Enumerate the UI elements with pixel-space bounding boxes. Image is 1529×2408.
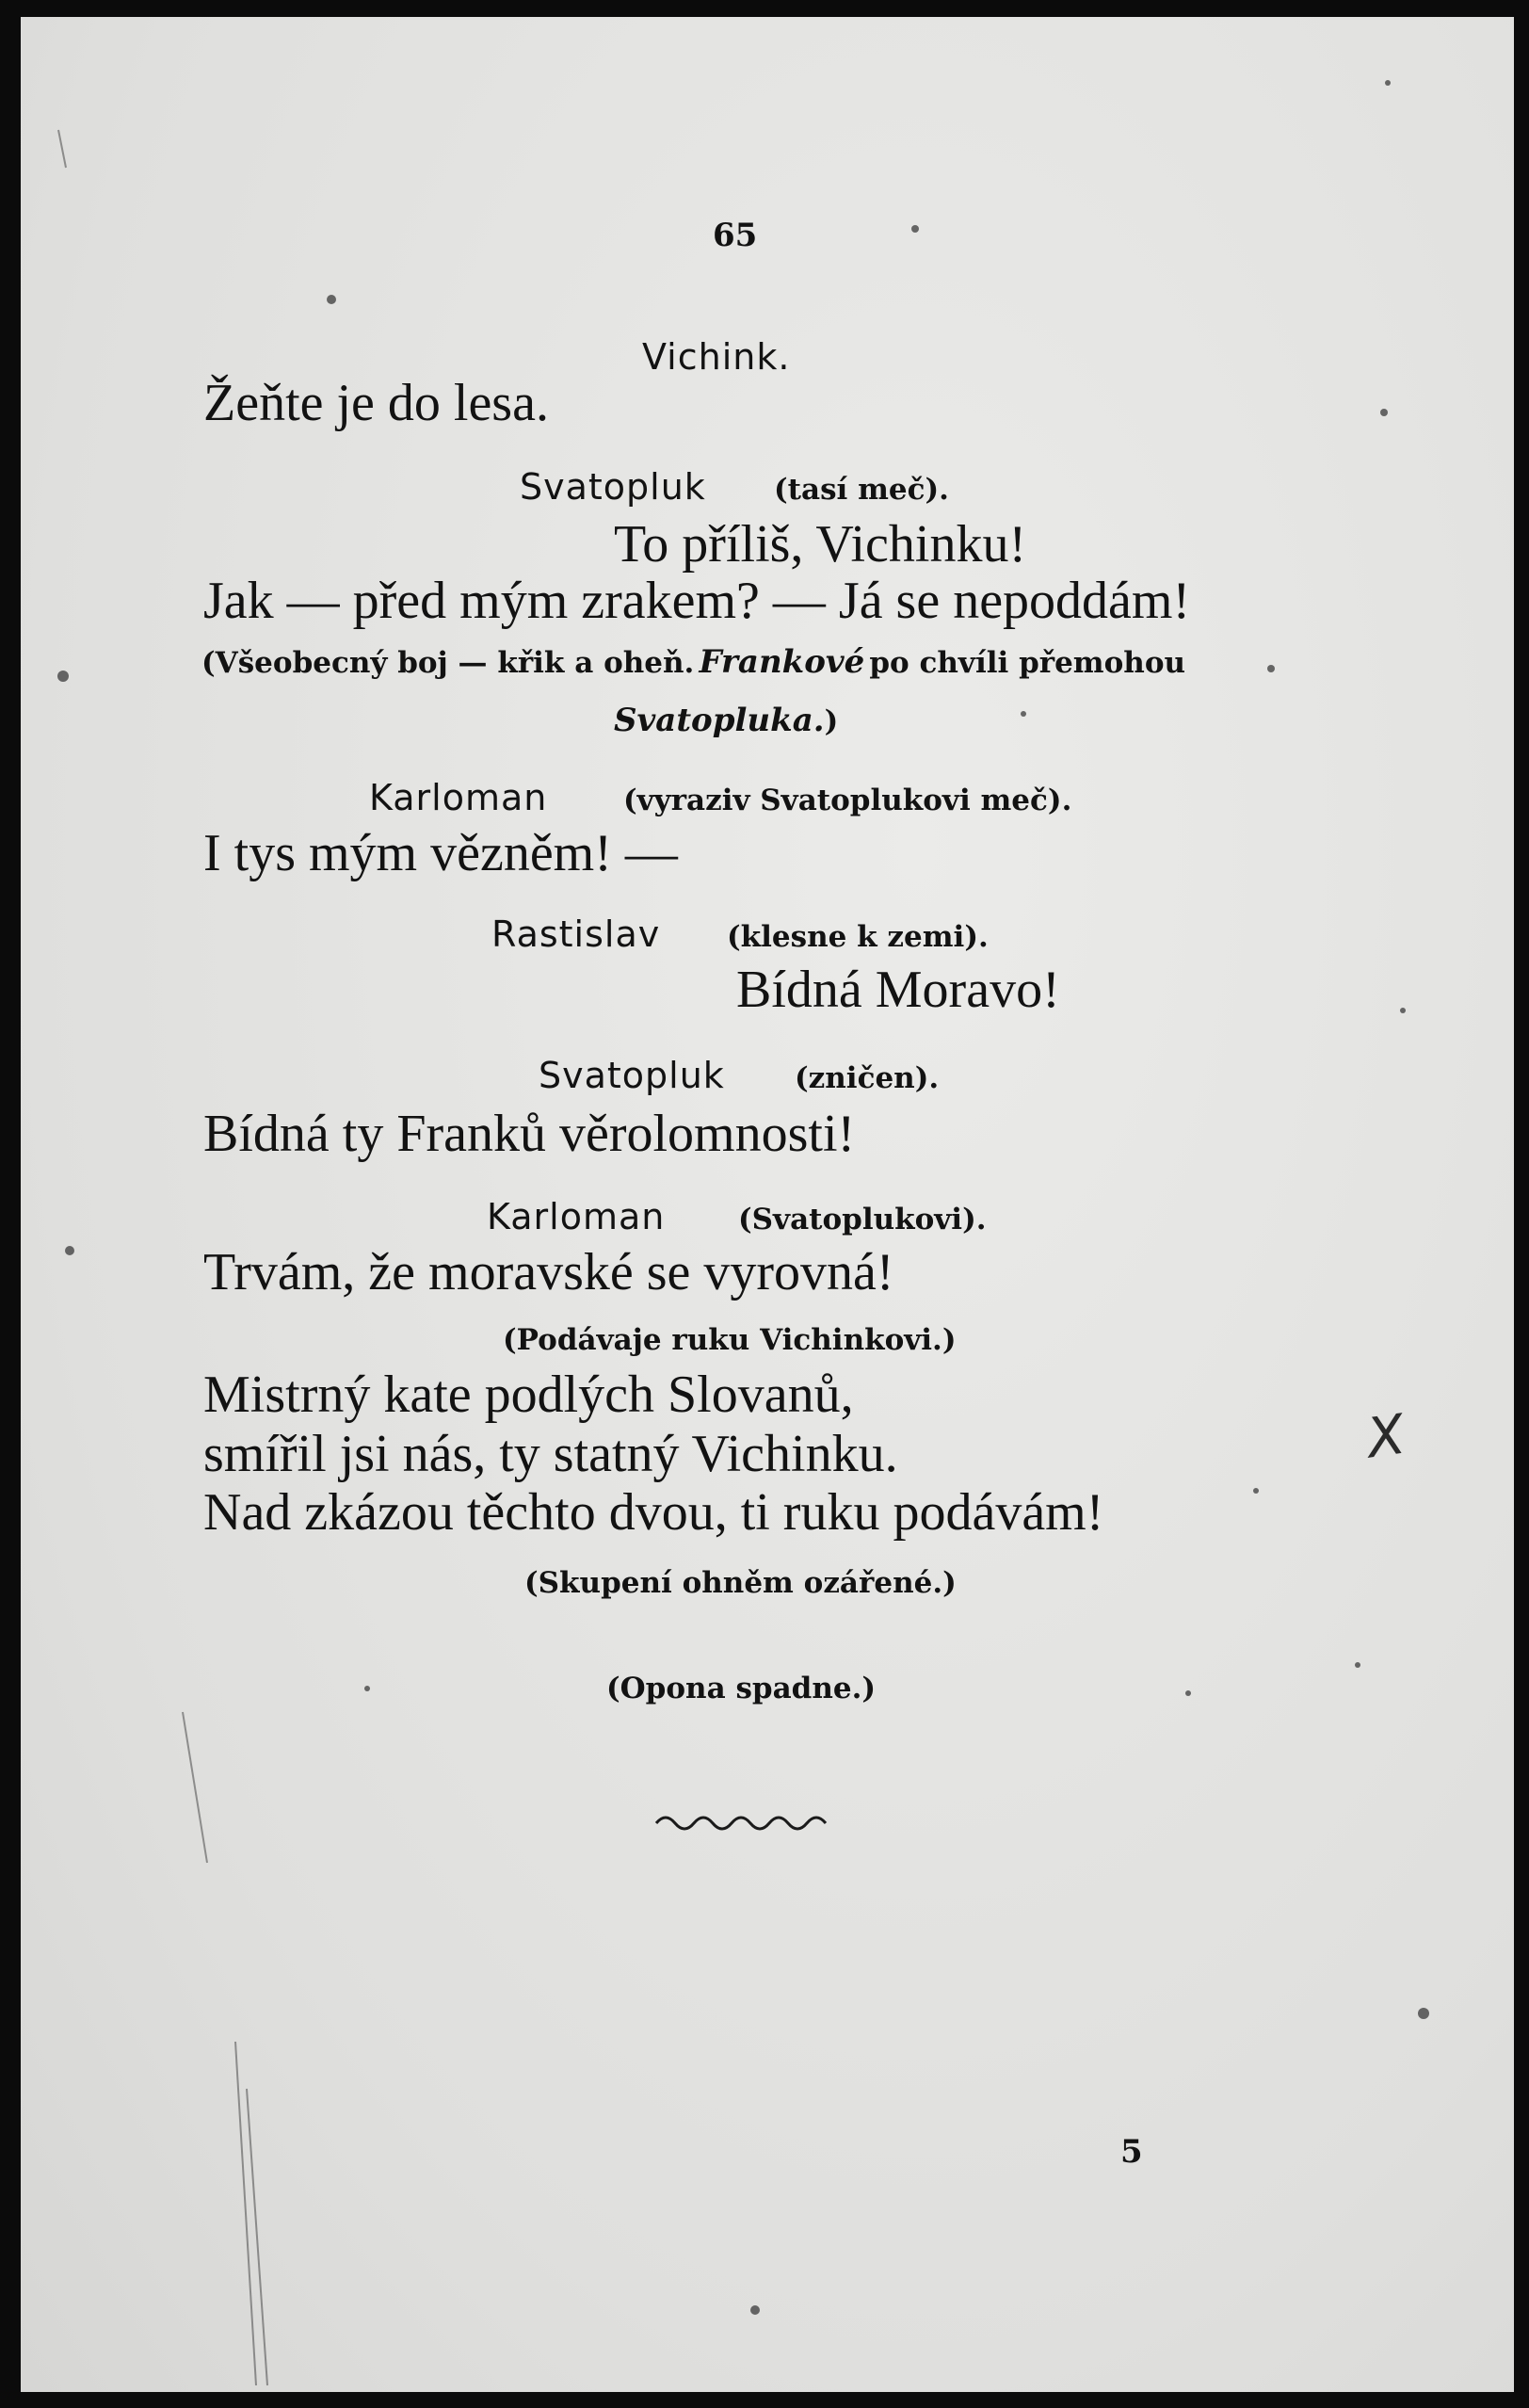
- stage-direction: (Opona spadne.): [606, 1672, 877, 1705]
- stage-direction: (Podávaje ruku Vichinkovi.): [503, 1323, 957, 1357]
- speaker-svatopluk: Svatopluk: [520, 466, 706, 508]
- stage-direction: po chvíli přemohou: [869, 646, 1186, 680]
- speaker-vichink: Vichink.: [642, 336, 791, 378]
- stage-direction: (Skupení ohněm ozářené.): [524, 1566, 957, 1600]
- stage-direction: (Svatoplukovi).: [738, 1203, 987, 1236]
- signature-mark: 5: [1120, 2133, 1143, 2171]
- scan-artifacts-icon: [21, 17, 1514, 2392]
- paper-sheet: [21, 17, 1514, 2392]
- stage-direction: (klesne k zemi).: [727, 920, 989, 954]
- margin-note: X: [1362, 1401, 1409, 1471]
- verse-line: Trvám, že moravské se vyrovná!: [203, 1243, 894, 1301]
- verse-line: To příliš, Vichinku!: [614, 515, 1027, 574]
- page-number: 65: [713, 217, 758, 254]
- stage-direction-italic: Svatopluka.: [614, 702, 825, 739]
- verse-line: Bídná Moravo!: [736, 961, 1060, 1019]
- speaker-svatopluk: Svatopluk: [539, 1055, 725, 1096]
- verse-line: Mistrný kate podlých Slovanů,: [203, 1366, 854, 1424]
- stage-direction: ): [824, 704, 839, 738]
- verse-line: Jak — před mým zrakem? — Já se nepoddám!: [203, 572, 1191, 630]
- verse-line: Bídná ty Franků věrolomnosti!: [203, 1105, 856, 1163]
- stage-direction: (Všeobecný boj — křik a oheň.: [201, 646, 695, 680]
- stage-direction-italic: Frankové: [699, 643, 865, 681]
- verse-line: Žeňte je do lesa.: [203, 374, 549, 432]
- verse-line: I tys mým vězněm! —: [203, 824, 678, 882]
- speaker-rastislav: Rastislav: [491, 913, 661, 955]
- verse-line: smířil jsi nás, ty statný Vichinku.: [203, 1425, 898, 1483]
- stage-direction: (zničen).: [795, 1061, 940, 1095]
- verse-line: Nad zkázou těchto dvou, ti ruku podávám!: [203, 1483, 1104, 1542]
- stage-direction: (vyraziv Svatoplukovi meč).: [623, 784, 1072, 817]
- speaker-karloman: Karloman: [369, 777, 548, 818]
- stage-direction: (tasí meč).: [774, 473, 949, 507]
- speaker-karloman: Karloman: [487, 1196, 666, 1237]
